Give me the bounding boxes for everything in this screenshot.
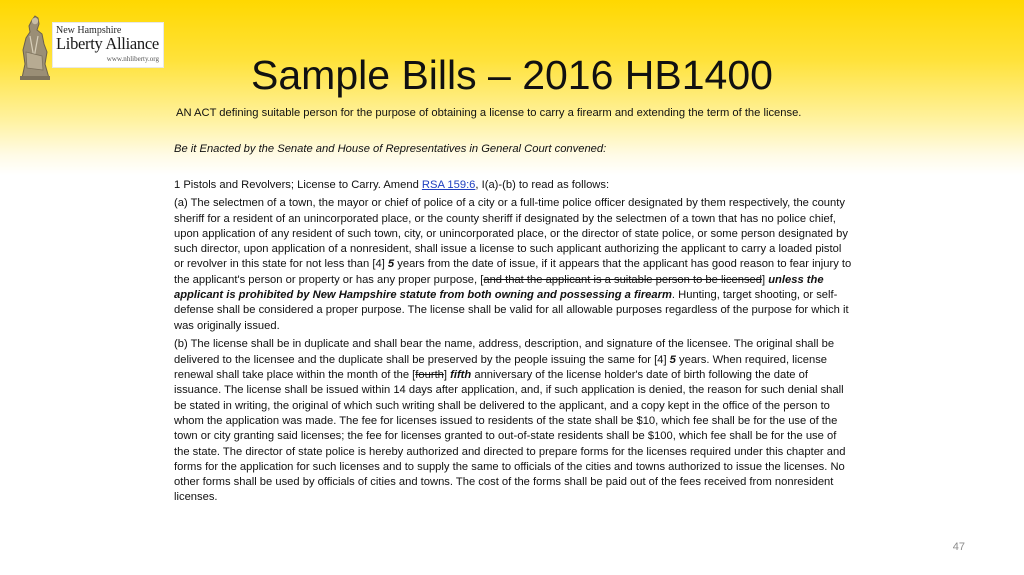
para-b-text-2: years. When required, license renewal shall take place within the month of the [ [174, 353, 828, 382]
para-b-struck-text: fourth [415, 369, 444, 382]
para-a-text-3: ] [762, 273, 769, 286]
para-a-text-4: . Hunting, target shooting, or self-defense shall be considered a proper purpose. The license shall be valid for all allowable purposes regardless of the purpose for which it was originally issued. [174, 289, 849, 332]
bill-body [174, 178, 854, 509]
para-b-new-word: fifth [450, 369, 472, 382]
rsa-159-6-link[interactable]: RSA 159:6 [421, 179, 476, 191]
slide-title: Sample Bills – 2016 HB1400 [251, 52, 773, 98]
logo-line-1: New Hampshire [56, 25, 122, 36]
para-a-struck-text: and that the applicant is a suitable person to be licensed [483, 273, 762, 286]
para-b-text-4: anniversary of the license holder's date of birth following the date of issuance. The license shall be issued within 14 days after application, and, if such application is denied, the reason for such denial shall be stated in writing, the original of which such writing shall be delivered to the applicant, and a copy kept in the office of the person to whom the application was made. The fee for licenses issued to residents of the state shall be $10, which fee shall be for the use of the town or city granting said licenses; the fee for licenses granted to out-of-state residents shall be $100, which fee shall be for the use of the state. The director of state police is hereby authorized and directed to prepare forms for the licenses required under this chapter and forms for the application for such licenses and to supply the same to officials of the cities and towns authorized to issue the licenses. No other forms shall be used by officials of cities and towns. The cost of the forms shall be paid out of the fees received from nonresident licenses. [174, 369, 846, 504]
para-b-new-years: 5 [669, 353, 676, 366]
para-a-text-2: years from the date of issue, if it appears that the applicant has good reason to fear injury to the applicant's person or property or has any proper purpose, [ [174, 258, 852, 286]
page-number: 47 [952, 541, 965, 553]
paragraph-a [174, 196, 854, 334]
act-subtitle: AN ACT defining suitable person for the purpose of obtaining a license to carry a firearm and extending the term of the license. [176, 107, 802, 119]
logo-url: www.nhliberty.org [106, 55, 159, 63]
section-1-heading [174, 178, 854, 193]
section-1-tail: , I(a)-(b) to read as follows: [475, 179, 610, 191]
para-a-new-years: 5 [387, 258, 395, 271]
para-a-new-clause: unless the applicant is prohibited by New Hampshire statute from both owning and possessing a firearm [174, 273, 824, 302]
paragraph-b [174, 337, 854, 505]
section-1-lead: 1 Pistols and Revolvers; License to Carry. Amend [174, 179, 422, 191]
enacting-clause: Be it Enacted by the Senate and House of Representatives in General Court convened: [174, 143, 607, 155]
para-b-text-3: ] [443, 369, 451, 382]
para-b-text-1: (b) The license shall be in duplicate and shall bear the name, address, description, and signature of the licensee. The original shall be delivered to the licensee and the duplicate shall be preserved by the people issuing the same for [4] [174, 338, 835, 366]
logo-line-2: Liberty Alliance [56, 34, 159, 53]
para-a-text-1: (a) The selectmen of a town, the mayor or chief of police of a city or a full-time police officer designated by them respectively, the county sheriff for a resident of an unincorporated place, or the county sheriff if designated by the selectmen of a town that has no police chief, upon application of any resident of such town, city, or unincorporated place, or the director of state police, or some person designated by such director, upon application of a nonresident, shall issue a license to such applicant authorizing the applicant to carry a loaded pistol or revolver in this state for not less than [4] [174, 197, 848, 271]
